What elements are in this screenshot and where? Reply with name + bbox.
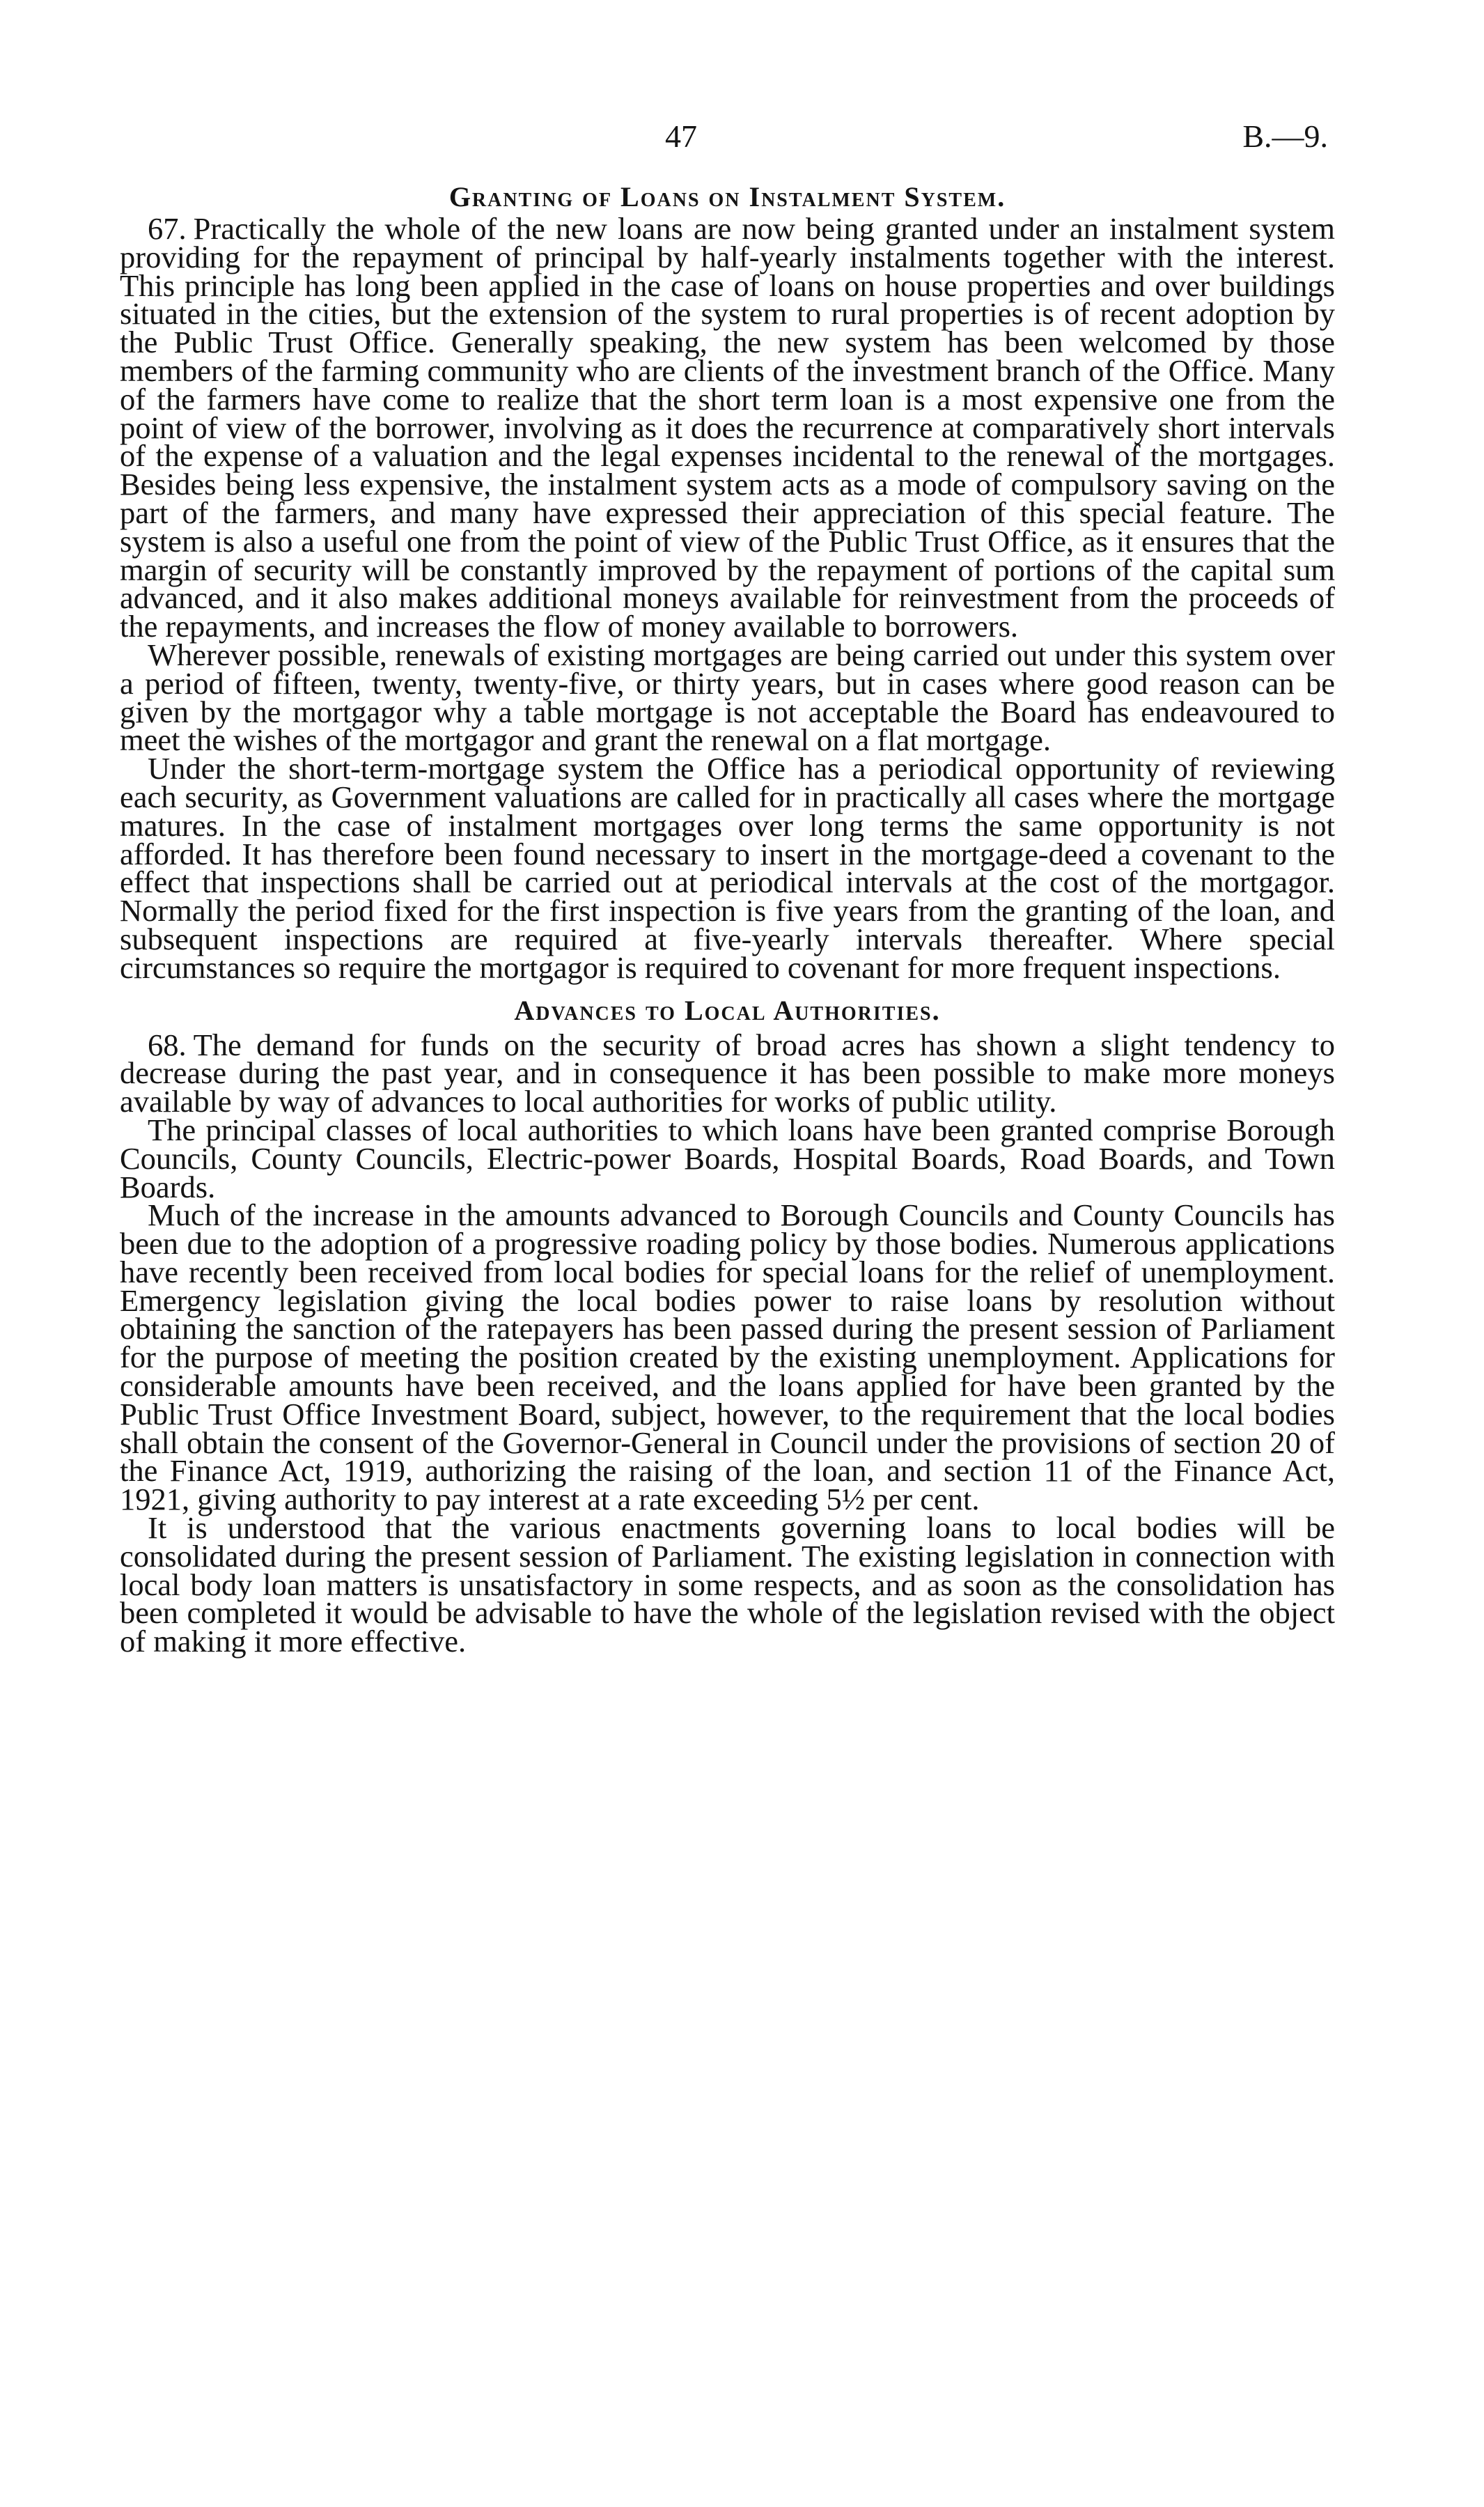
report-code: B.—9. — [1242, 118, 1328, 154]
paragraph-text: Much of the increase in the amounts advanced to Borough Councils and County Councils has been due to the adoption of a progressive roading policy by those bodies. Numerous applications have recently been received from local bodies for special loans for the relief of unemployment. Emergency legislation giving the local bodies power to raise loans by resolution without obtaining the sanction of the ratepayers has been passed during the present session of Parliament for the purpose of meeting the position created by the existing unemployment. Applications for considerable amounts have been received, and the loans applied for have been granted by the Public Trust Office Investment Board, subject, however, to the requirement that the local bodies shall obtain the consent of the Governor-General in Council under the provisions of section 20 of the Finance Act, 1919, authorizing the raising of the loan, and section 11 of the Finance Act, 1921, giving authority to pay interest at a rate exceeding 5½ per cent. — [120, 1197, 1335, 1517]
page-content — [120, 180, 1335, 1659]
paragraph-authority-classes — [120, 1112, 1335, 1204]
paragraph-number: 68. — [148, 1027, 187, 1062]
paragraph-text: Practically the whole of the new loans are now being granted under an instalment system providing for the repayment of principal by half-yearly instalments together with the interest. This principle has long been applied in the case of loans on house properties and over buildings situated in the cities, but the extension of the system to rural properties is of recent adoption by the Public Trust Office. Generally speaking, the new system has been welcomed by those members of the farming community who are clients of the investment branch of the Office. Many of the farmers have come to realize that the short term loan is a most expensive one from the point of view of the borrower, involving as it does the recurrence at comparatively short intervals of the expense of a valuation and the legal expenses incidental to the renewal of the mortgages. Besides being less expensive, the instalment system acts as a mode of compulsory saving on the part of the farmers, and many have expressed their appreciation of this special feature. The system is also a useful one from the point of view of the Public Trust Office, as it ensures that the margin of security will be constantly improved by the repayment of portions of the capital sum advanced, and it also makes additional moneys available for reinvestment from the proceeds of the repayments, and increases the flow of money available to borrowers. — [120, 211, 1335, 644]
paragraph-text: Under the short-term-mortgage system the Office has a periodical opportunity of reviewing each security, as Government valuations are called for in practically all cases where the mortgage matures. In the case of instalment mortgages over long terms the same opportunity is not afforded. It has therefore been found necessary to insert in the mortgage-deed a covenant to the effect that inspections shall be carried out at periodical intervals at the cost of the mortgagor. Normally the period fixed for the first inspection is five years from the granting of the loan, and subsequent inspections are required at five-yearly intervals thereafter. Where special circumstances so require the mortgagor is required to covenant for more frequent inspections. — [120, 751, 1335, 985]
paragraph-number: 67. — [148, 211, 187, 246]
section-heading-instalment-loans: Granting of Loans on Instalment System. — [448, 181, 1006, 212]
paragraph-text: The demand for funds on the security of broad acres has shown a slight tendency to decrease during the past year, and in consequence it has been possible to make more moneys available by way of advances to local authorities for works of public utility. — [120, 1027, 1335, 1119]
page-header — [0, 117, 1484, 159]
paragraph-inspections — [120, 751, 1335, 985]
paragraph-text: The principal classes of local authorities to which loans have been granted comprise Borough Councils, County Councils, Electric-power Boards, Hospital Boards, Road Boards, and Town Boards. — [120, 1112, 1335, 1204]
paragraph-roading-unemployment — [120, 1197, 1335, 1517]
paragraph-text: Wherever possible, renewals of existing mortgages are being carried out under this system over a period of fifteen, twenty, twenty-five, or thirty years, but in cases where good reason can be given by the mortgagor why a table mortgage is not acceptable the Board has endeavoured to meet the wishes of the mortgagor and grant the renewal on a flat mortgage. — [120, 637, 1335, 758]
paragraph-renewals — [120, 637, 1335, 758]
paragraph-consolidation — [120, 1510, 1335, 1659]
paragraph-68 — [120, 1027, 1335, 1119]
paragraph-text: It is understood that the various enactments governing loans to local bodies will be consolidated during the present session of Parliament. The existing legislation in connection with local body loan matters is unsatisfactory in some respects, and as soon as the consolidation has been completed it would be advisable to have the whole of the legislation revised with the object of making it more effective. — [120, 1510, 1335, 1659]
paragraph-67 — [120, 211, 1335, 644]
section-heading-local-authorities: Advances to Local Authorities. — [514, 994, 941, 1026]
page-number: 47 — [665, 118, 697, 154]
